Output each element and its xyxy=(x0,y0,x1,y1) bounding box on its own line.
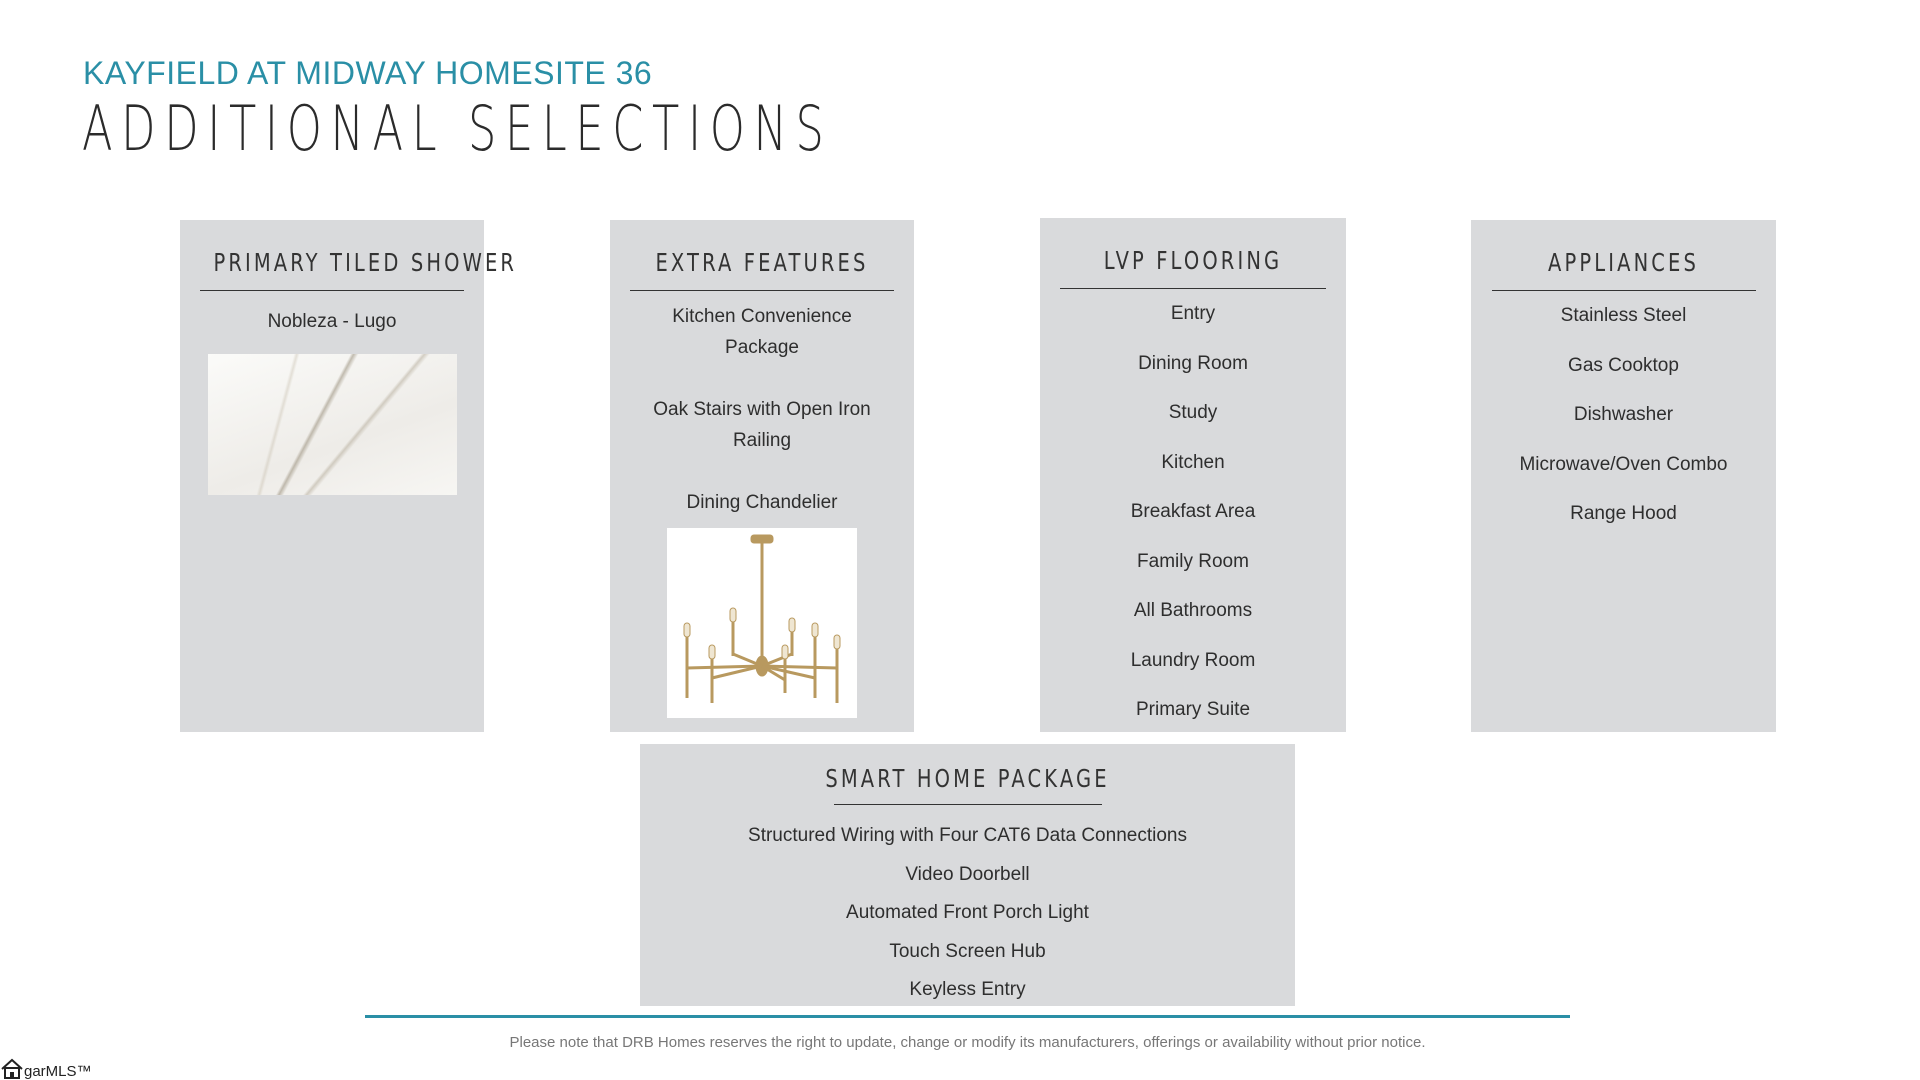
list-item: Stainless Steel xyxy=(1560,305,1687,326)
list-item: Kitchen xyxy=(1161,451,1225,473)
disclaimer-notice: Please note that DRB Homes reserves the right to update, change or modify its manufacturers, offerings or availability without prior notice. xyxy=(509,1034,1426,1051)
card-smart-home-package xyxy=(640,744,1295,1006)
heading-rule xyxy=(630,290,894,291)
list-item: Kitchen Convenience xyxy=(672,306,852,327)
list-item: Package xyxy=(725,337,799,358)
page-title: ADDITIONAL SELECTIONS xyxy=(82,92,833,165)
heading-rule xyxy=(834,804,1102,805)
card-appliances xyxy=(1471,220,1776,732)
list-item: Automated Front Porch Light xyxy=(846,902,1089,923)
list-item: Family Room xyxy=(1137,550,1249,572)
heading-rule xyxy=(200,290,464,291)
list-item: Entry xyxy=(1170,303,1216,324)
house-icon xyxy=(0,1058,24,1080)
card-heading: LVP FLOORING xyxy=(1103,246,1283,275)
card-heading: APPLIANCES xyxy=(1548,248,1699,277)
list-item: Laundry Room xyxy=(1130,649,1256,671)
list-item: Microwave/Oven Combo xyxy=(1519,453,1728,475)
homesite-subtitle: KAYFIELD AT MIDWAY HOMESITE 36 xyxy=(83,55,653,91)
list-item: Dining Chandelier xyxy=(686,492,838,513)
card-extra-features xyxy=(610,220,914,732)
card-heading: EXTRA FEATURES xyxy=(655,248,869,277)
card-heading: PRIMARY TILED SHOWER xyxy=(213,248,518,277)
list-item: Dining Room xyxy=(1138,352,1248,374)
list-item: Dishwasher xyxy=(1573,404,1674,425)
list-item: Touch Screen Hub xyxy=(889,940,1046,962)
card-primary-tiled-shower xyxy=(180,220,518,732)
card-heading: SMART HOME PACKAGE xyxy=(825,764,1110,793)
card-lvp-flooring xyxy=(1040,218,1346,732)
list-item: Video Doorbell xyxy=(905,863,1030,885)
list-item: Keyless Entry xyxy=(909,979,1026,1000)
marble-tile-image xyxy=(208,354,457,495)
chandelier-image xyxy=(667,528,857,718)
list-item: Range Hood xyxy=(1570,503,1677,524)
logo-text: garMLS™ xyxy=(24,1063,92,1080)
list-item: All Bathrooms xyxy=(1133,600,1253,621)
list-item: Breakfast Area xyxy=(1130,501,1256,522)
list-item: Primary Suite xyxy=(1135,699,1251,720)
list-item: Study xyxy=(1168,402,1218,423)
list-item: Oak Stairs with Open Iron xyxy=(653,399,871,420)
list-item: Railing xyxy=(732,430,792,451)
footer-divider xyxy=(365,1015,1570,1018)
list-item: Nobleza - Lugo xyxy=(267,311,397,332)
mls-logo xyxy=(0,1058,92,1080)
list-item: Gas Cooktop xyxy=(1568,354,1679,376)
list-item: Structured Wiring with Four CAT6 Data Connections xyxy=(748,825,1187,846)
